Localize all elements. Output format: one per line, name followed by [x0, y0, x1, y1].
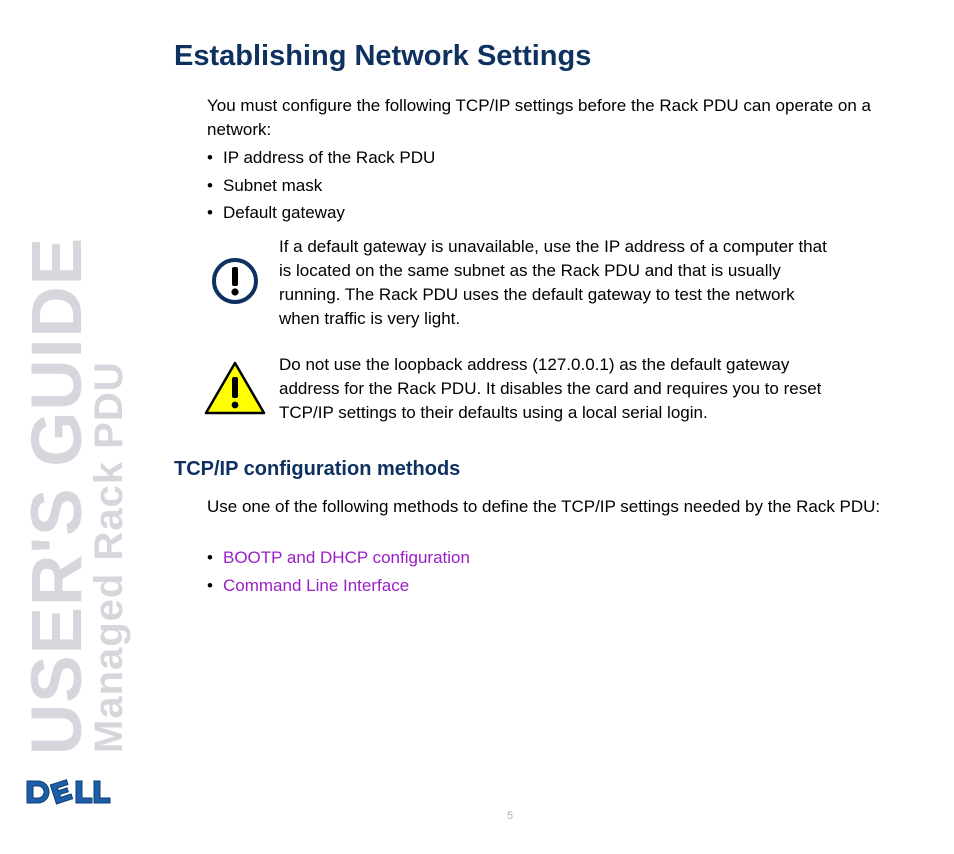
- list-item: [207, 201, 345, 225]
- bullet-icon: •: [207, 576, 213, 595]
- section-title: TCP/IP configuration methods: [174, 458, 461, 480]
- bootp-dhcp-link[interactable]: BOOTP and DHCP configuration: [223, 548, 470, 567]
- info-note: If a default gateway is unavailable, use the IP address of a computer that is located on the same subnet as the Rack PDU and that is usually running. The Rack PDU uses the default gateway to test the network when traffic is very light.: [279, 237, 827, 328]
- list-item: [207, 146, 435, 170]
- list-item: [207, 546, 470, 570]
- bullet-icon: •: [207, 203, 213, 222]
- page-title: Establishing Network Settings: [174, 40, 592, 72]
- bullet-icon: •: [207, 148, 213, 167]
- list-item-text: Subnet mask: [223, 176, 323, 195]
- sidebar-product-name: Managed Rack PDU: [87, 361, 131, 753]
- sidebar-guide-title: USER'S GUIDE: [18, 236, 97, 755]
- list-item: [207, 174, 322, 198]
- section-intro-paragraph: Use one of the following methods to define the TCP/IP settings needed by the Rack PDU:: [207, 497, 881, 516]
- bullet-icon: •: [207, 548, 213, 567]
- dell-logo: [24, 778, 112, 806]
- info-icon: [210, 256, 260, 306]
- bullet-icon: •: [207, 176, 213, 195]
- intro-paragraph: You must configure the following TCP/IP settings before the Rack PDU can operate on a network:: [207, 96, 872, 139]
- warning-icon: [203, 360, 267, 416]
- list-item-text: Default gateway: [223, 203, 345, 222]
- warning-note: Do not use the loopback address (127.0.0.1) as the default gateway address for the Rack PDU. It disables the card and requires you to reset TCP/IP settings to their defaults using a local serial login.: [279, 355, 822, 422]
- list-item-text: IP address of the Rack PDU: [223, 148, 436, 167]
- list-item: [207, 574, 409, 598]
- cli-link[interactable]: Command Line Interface: [223, 576, 410, 595]
- page-number: 5: [506, 810, 514, 822]
